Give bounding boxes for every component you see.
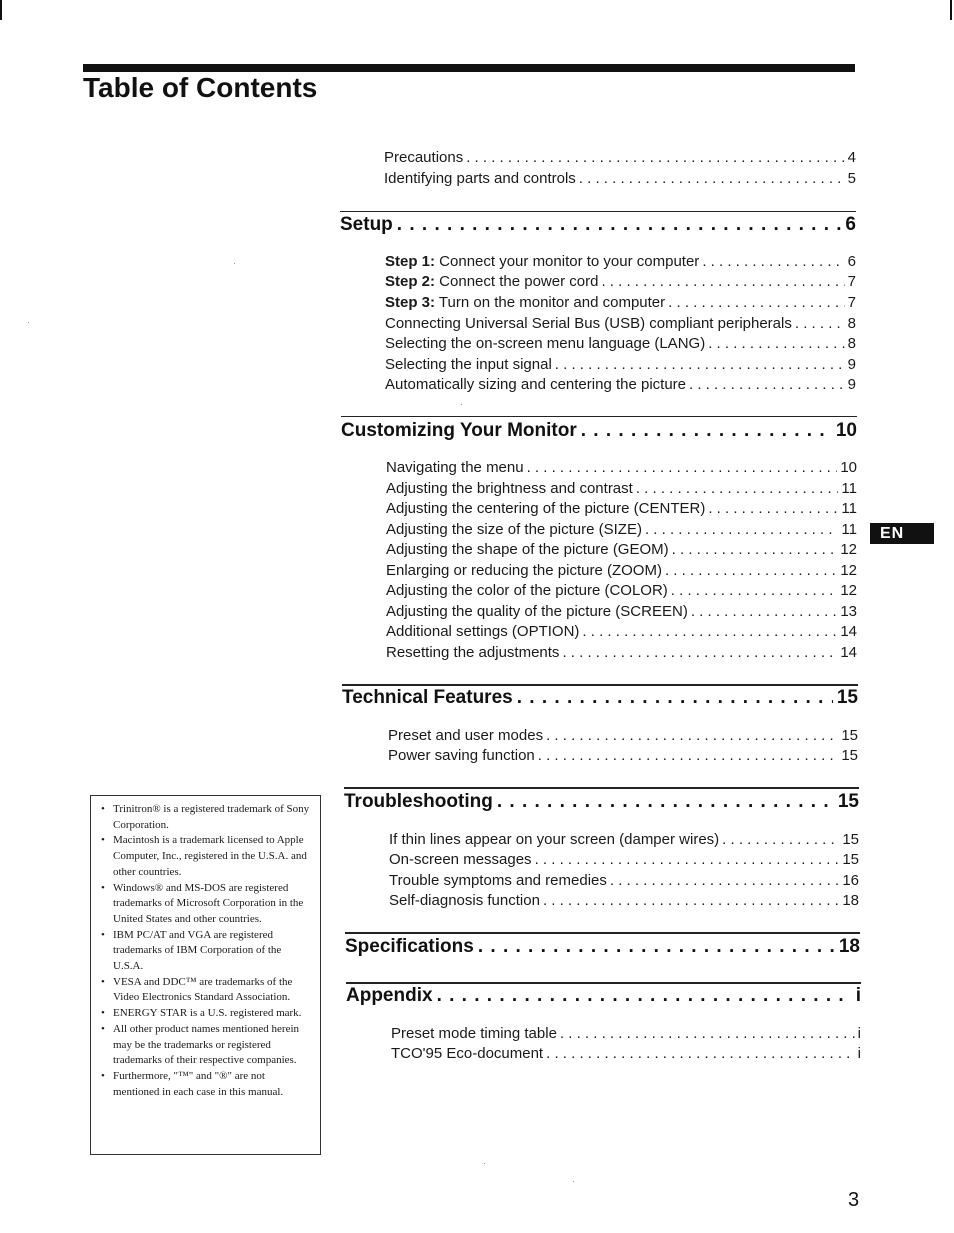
dot-leader (601, 272, 844, 291)
section-page: i (855, 985, 861, 1006)
dot-leader (397, 213, 842, 237)
dot-leader (538, 746, 839, 765)
section-heading-specifications[interactable] (345, 935, 860, 959)
entry-page: 8 (847, 315, 856, 332)
toc-entry-brightness[interactable] (386, 479, 857, 498)
toc-entry-color[interactable] (386, 581, 857, 600)
dot-leader (665, 561, 837, 580)
toc-entry-geom[interactable] (386, 540, 857, 559)
toc-entry-auto-sizing[interactable] (385, 375, 856, 394)
entry-page: 15 (841, 747, 858, 764)
dot-leader (562, 643, 837, 662)
dot-leader (527, 458, 838, 477)
trademark-note: • Windows® and MS-DOS are registered trademarks of Microsoft Corporation in the United States and other countries. (99, 881, 314, 928)
section-title: Troubleshooting (344, 791, 493, 812)
scan-speck (461, 404, 462, 405)
toc-entry-screen[interactable] (386, 602, 857, 621)
step-number: Step 1: (385, 253, 436, 270)
section-page: 18 (838, 936, 860, 957)
toc-entry-power-saving[interactable] (388, 746, 858, 765)
scan-speck (484, 1163, 485, 1164)
dot-leader (691, 602, 838, 621)
toc-entry-navigating-menu[interactable] (386, 458, 857, 477)
entry-label: Automatically sizing and centering the picture (385, 376, 686, 393)
section-title: Customizing Your Monitor (341, 420, 577, 441)
dot-leader (437, 984, 852, 1008)
entry-page: 5 (847, 170, 856, 187)
dot-leader (689, 375, 845, 394)
entry-page: 4 (847, 149, 856, 166)
step-number: Step 2: (385, 273, 436, 290)
entry-label: If thin lines appear on your screen (damper wires) (389, 831, 720, 848)
page-number: 3 (848, 1189, 860, 1211)
toc-entry-trouble-symptoms[interactable] (389, 871, 859, 890)
toc-entry-size[interactable] (386, 520, 857, 539)
dot-leader (645, 520, 838, 539)
entry-label: Adjusting the quality of the picture (SCREEN) (386, 603, 688, 620)
dot-leader (582, 622, 837, 641)
entry-label: Navigating the menu (386, 459, 524, 476)
entry-label: Self-diagnosis function (389, 892, 540, 909)
entry-label: Additional settings (OPTION) (386, 623, 580, 640)
entry-label: Selecting the on-screen menu language (LANG) (385, 335, 706, 352)
section-page: 15 (836, 687, 858, 708)
entry-page: 9 (847, 376, 856, 393)
entry-label: Enlarging or reducing the picture (ZOOM) (386, 562, 662, 579)
entry-page: 15 (842, 831, 859, 848)
entry-label: Preset and user modes (388, 727, 544, 744)
section-rule (345, 932, 860, 934)
toc-entry-usb[interactable] (385, 314, 856, 333)
entry-page: 11 (841, 500, 857, 517)
section-page: 15 (837, 791, 859, 812)
entry-label: TCO'95 Eco-document (391, 1045, 544, 1062)
toc-entry-identifying-parts[interactable] (384, 169, 856, 188)
trademark-note: • ENERGY STAR is a U.S. registered mark. (99, 1006, 314, 1022)
toc-entry-precautions[interactable] (384, 148, 856, 167)
entry-page: i (857, 1045, 861, 1062)
trademark-note: • IBM PC/AT and VGA are registered trademarks of IBM Corporation of the U.S.A. (99, 928, 314, 975)
section-page: 6 (845, 214, 856, 235)
dot-leader (535, 850, 840, 869)
toc-entry-reset[interactable] (386, 643, 857, 662)
dot-leader (546, 1044, 855, 1063)
section-title: Appendix (346, 985, 433, 1006)
entry-label: Connect the power cord (435, 273, 599, 290)
dot-leader (517, 686, 833, 710)
entry-page: 8 (847, 335, 856, 352)
dot-leader (560, 1024, 855, 1043)
toc-entry-input-signal[interactable] (385, 355, 856, 374)
dot-leader (668, 293, 845, 312)
entry-page: 6 (847, 253, 856, 270)
section-rule (344, 787, 859, 789)
entry-label: Power saving function (388, 747, 535, 764)
entry-page: 11 (841, 521, 857, 538)
entry-label: Connect your monitor to your computer (435, 253, 700, 270)
scan-speck (28, 322, 29, 323)
section-heading-appendix[interactable] (346, 984, 861, 1008)
section-title: Technical Features (342, 687, 513, 708)
section-title: Specifications (345, 936, 474, 957)
trademark-note: • Furthermore, "™" and "®" are not mentioned in each case in this manual. (99, 1069, 314, 1100)
entry-page: i (857, 1025, 861, 1042)
entry-page: 15 (842, 851, 859, 868)
entry-label: Adjusting the centering of the picture (CENTER) (386, 500, 706, 517)
entry-label: Trouble symptoms and remedies (389, 872, 607, 889)
entry-page: 9 (847, 356, 856, 373)
entry-page: 11 (841, 480, 857, 497)
section-page: 10 (835, 420, 857, 441)
trademark-note: • Macintosh is a trademark licensed to Apple Computer, Inc., registered in the U.S.A. and other countries. (99, 833, 314, 880)
entry-page: 7 (847, 273, 856, 290)
entry-page: 12 (840, 541, 857, 558)
entry-label: Adjusting the shape of the picture (GEOM) (386, 541, 669, 558)
section-heading-setup[interactable] (340, 213, 856, 237)
entry-label: Identifying parts and controls (384, 170, 576, 187)
toc-entry-lang[interactable] (385, 334, 856, 353)
entry-label: Precautions (384, 149, 464, 166)
entry-page: 14 (840, 644, 857, 661)
entry-label: Adjusting the brightness and contrast (386, 480, 633, 497)
section-heading-customizing[interactable] (341, 419, 857, 443)
entry-page: 10 (840, 459, 857, 476)
dot-leader (555, 355, 845, 374)
toc-entry-preset-timing[interactable] (391, 1024, 861, 1043)
entry-page: 12 (840, 562, 857, 579)
entry-page: 7 (847, 294, 856, 311)
dot-leader (466, 148, 844, 167)
toc-entry-on-screen-messages[interactable] (389, 850, 859, 869)
trademark-notes-box (90, 795, 321, 1155)
section-rule (340, 211, 856, 212)
toc-entry-zoom[interactable] (386, 561, 857, 580)
toc-entry-tco95[interactable] (391, 1044, 861, 1063)
entry-label: On-screen messages (389, 851, 532, 868)
dot-leader (546, 726, 838, 745)
dot-leader (722, 830, 839, 849)
toc-entry-thin-lines[interactable] (389, 830, 859, 849)
entry-label: Adjusting the size of the picture (SIZE) (386, 521, 642, 538)
dot-leader (610, 871, 839, 890)
entry-label: Preset mode timing table (391, 1025, 557, 1042)
entry-label: Selecting the input signal (385, 356, 552, 373)
dot-leader (671, 581, 838, 600)
entry-label: Connecting Universal Serial Bus (USB) compliant peripherals (385, 315, 792, 332)
dot-leader (543, 891, 839, 910)
dot-leader (708, 499, 838, 518)
toc-entry-option[interactable] (386, 622, 857, 641)
page-title: Table of Contents (83, 72, 318, 103)
toc-entry-step-3[interactable] (385, 293, 856, 312)
toc-entry-preset-modes[interactable] (388, 726, 858, 745)
entry-label: Adjusting the color of the picture (COLOR) (386, 582, 668, 599)
entry-page: 14 (840, 623, 857, 640)
dot-leader (581, 419, 832, 443)
section-rule (341, 416, 857, 417)
trademark-note: • Trinitron® is a registered trademark of Sony Corporation. (99, 802, 314, 833)
language-tab: EN (870, 523, 934, 544)
entry-page: 16 (842, 872, 859, 889)
toc-entry-self-diagnosis[interactable] (389, 891, 859, 910)
scan-speck (234, 263, 235, 264)
dot-leader (497, 790, 834, 814)
trademark-list (99, 802, 314, 1100)
dot-leader (708, 334, 844, 353)
trademark-note: • All other product names mentioned herein may be the trademarks or registered trademarks of their respective companies. (99, 1022, 314, 1069)
toc-entry-center[interactable] (386, 499, 857, 518)
dot-leader (702, 252, 844, 271)
section-title: Setup (340, 214, 393, 235)
step-number: Step 3: (385, 294, 436, 311)
entry-label: Turn on the monitor and computer (435, 294, 666, 311)
dot-leader (478, 935, 835, 959)
dot-leader (795, 314, 845, 333)
entry-page: 15 (841, 727, 858, 744)
section-heading-technical[interactable] (342, 686, 858, 710)
entry-page: 18 (842, 892, 859, 909)
entry-page: 12 (840, 582, 857, 599)
entry-page: 13 (840, 603, 857, 620)
section-heading-troubleshooting[interactable] (344, 790, 859, 814)
dot-leader (672, 540, 838, 559)
dot-leader (579, 169, 845, 188)
scan-speck (573, 1181, 574, 1182)
dot-leader (636, 479, 839, 498)
toc-entry-step-2[interactable] (385, 272, 856, 291)
trademark-note: • VESA and DDC™ are trademarks of the Video Electronics Standard Association. (99, 975, 314, 1006)
toc-entry-step-1[interactable] (385, 252, 856, 271)
entry-label: Resetting the adjustments (386, 644, 560, 661)
